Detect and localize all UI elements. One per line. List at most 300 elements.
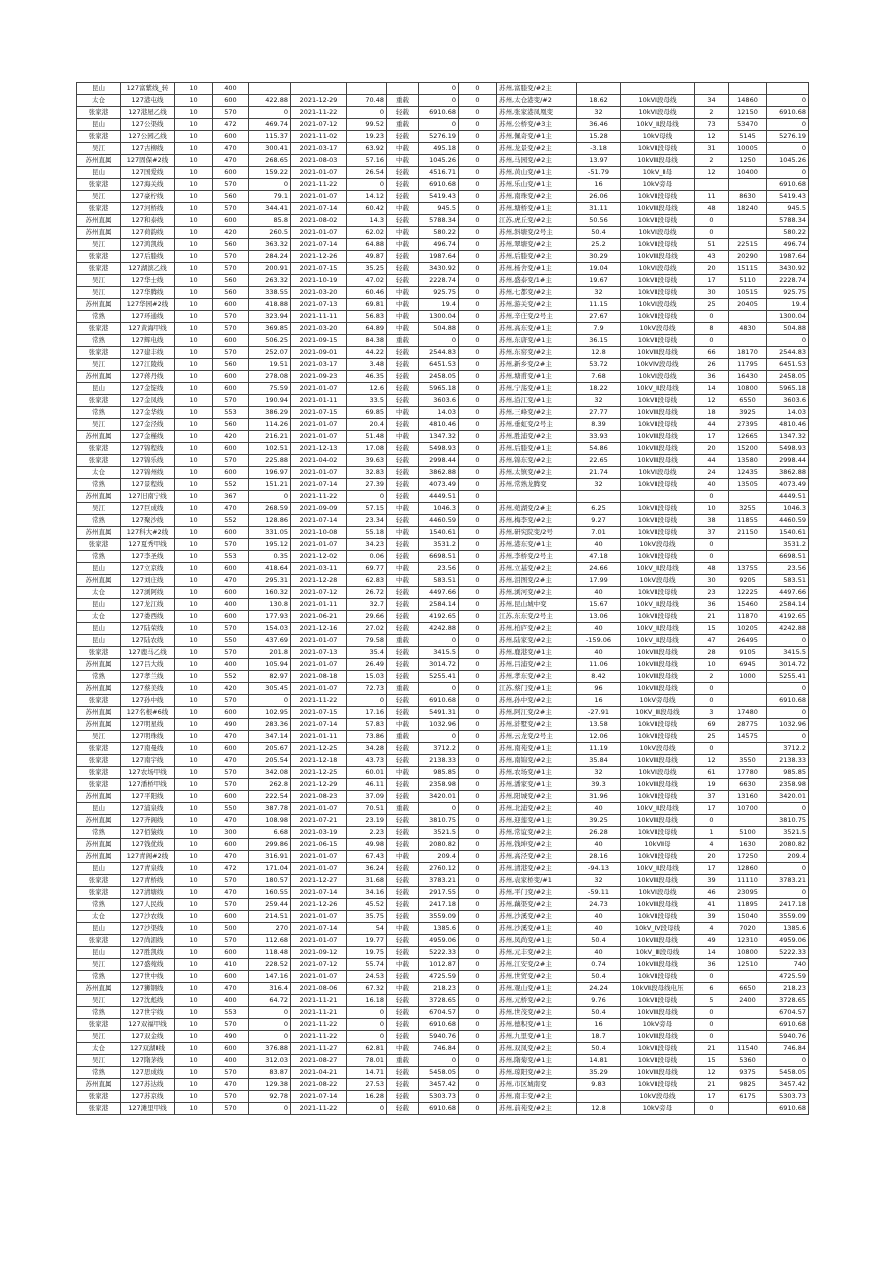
cell-feeder-name: 127公渠线 [121, 119, 175, 131]
cell-load-rate: 57.16 [347, 155, 387, 167]
cell-users: 47 [695, 635, 729, 647]
cell-transformer-margin: 40 [577, 911, 621, 923]
cell-available-capacity: 4959.06 [767, 935, 809, 947]
table-row [77, 467, 809, 479]
cell-busbar: 10kVⅡ段母线电压 [621, 983, 695, 995]
cell-current-load: 300.41 [249, 143, 291, 155]
table-row [77, 983, 809, 995]
cell-capacity-kva: 23095 [729, 887, 767, 899]
cell-rated-current: 400 [213, 995, 249, 1007]
cell-load-status: 轻载 [387, 1067, 419, 1079]
table-row [77, 599, 809, 611]
cell-users: 14 [695, 383, 729, 395]
cell-load-status: 中载 [387, 431, 419, 443]
table-row [77, 407, 809, 419]
cell-load-rate: 62.02 [347, 227, 387, 239]
cell-load-status: 轻载 [387, 179, 419, 191]
cell-users: 21 [695, 611, 729, 623]
cell-substation: 苏州,研究院变/2号 [497, 527, 577, 539]
cell-region: 吴江 [77, 287, 121, 299]
cell-peak-date: 2021-11-22 [291, 1103, 347, 1115]
cell-substation: 苏州,菀湖变/2#主 [497, 503, 577, 515]
cell-region: 常熟 [77, 311, 121, 323]
cell-voltage-kv: 10 [175, 779, 213, 791]
cell-busbar: 10kVⅡ段母线 [621, 1043, 695, 1055]
cell-capacity-kva: 53470 [729, 119, 767, 131]
cell-remaining-capacity: 945.5 [419, 203, 459, 215]
cell-current-load: 82.97 [249, 671, 291, 683]
cell-col-10: 0 [459, 683, 497, 695]
cell-peak-date: 2021-01-07 [291, 971, 347, 983]
cell-remaining-capacity: 0 [419, 803, 459, 815]
cell-busbar: 10kVⅢ段母线 [621, 251, 695, 263]
cell-transformer-margin: 50.4 [577, 227, 621, 239]
cell-available-capacity: 583.51 [767, 575, 809, 587]
cell-peak-date: 2021-03-20 [291, 323, 347, 335]
cell-region: 苏州直属 [77, 491, 121, 503]
cell-current-load: 112.68 [249, 935, 291, 947]
cell-busbar: 10kV旁母线 [621, 695, 695, 707]
cell-col-10: 0 [459, 863, 497, 875]
cell-col-10: 0 [459, 923, 497, 935]
cell-rated-current: 600 [213, 215, 249, 227]
cell-transformer-margin: 9.27 [577, 515, 621, 527]
cell-feeder-name: 127浦泉线 [121, 803, 175, 815]
cell-substation: 苏州,昆山城中变 [497, 599, 577, 611]
cell-substation: 苏州,杨舍变/#1主 [497, 263, 577, 275]
cell-load-status: 轻载 [387, 815, 419, 827]
cell-load-status: 轻载 [387, 491, 419, 503]
cell-capacity-kva: 15460 [729, 599, 767, 611]
cell-load-status: 中载 [387, 923, 419, 935]
cell-region: 常熟 [77, 971, 121, 983]
cell-current-load: 214.51 [249, 911, 291, 923]
cell-load-status: 中载 [387, 527, 419, 539]
cell-transformer-margin: -51.79 [577, 167, 621, 179]
cell-region: 张家港 [77, 887, 121, 899]
cell-users: 0 [695, 491, 729, 503]
cell-users: 0 [695, 335, 729, 347]
table-row [77, 299, 809, 311]
cell-voltage-kv: 10 [175, 239, 213, 251]
cell-busbar: 10kVⅢ段母线 [621, 443, 695, 455]
cell-current-load: 105.94 [249, 659, 291, 671]
cell-capacity-kva: 6650 [729, 983, 767, 995]
cell-load-rate: 24.53 [347, 971, 387, 983]
cell-transformer-margin: -27.91 [577, 707, 621, 719]
cell-load-status: 中载 [387, 959, 419, 971]
cell-available-capacity: 3430.92 [767, 263, 809, 275]
cell-substation: 苏州,太镇变/#2主 [497, 467, 577, 479]
table-row [77, 479, 809, 491]
cell-load-status: 中载 [387, 719, 419, 731]
cell-rated-current: 600 [213, 611, 249, 623]
cell-current-load: 128.86 [249, 515, 291, 527]
cell-load-status: 轻载 [387, 275, 419, 287]
cell-voltage-kv: 10 [175, 815, 213, 827]
cell-users: 19 [695, 779, 729, 791]
cell-load-rate: 0 [347, 491, 387, 503]
cell-voltage-kv: 10 [175, 863, 213, 875]
cell-substation: 苏州,东窑变/#2主 [497, 347, 577, 359]
cell-users: 12 [695, 131, 729, 143]
cell-transformer-margin: 19.04 [577, 263, 621, 275]
cell-rated-current: 400 [213, 1055, 249, 1067]
cell-substation: 苏州,元桥变/#2主 [497, 995, 577, 1007]
cell-col-10: 0 [459, 287, 497, 299]
cell-region: 张家港 [77, 743, 121, 755]
cell-transformer-margin: 40 [577, 647, 621, 659]
cell-substation: 苏州,隋菊变/#1主 [497, 1055, 577, 1067]
cell-capacity-kva: 11855 [729, 515, 767, 527]
cell-available-capacity: 5965.18 [767, 383, 809, 395]
cell-transformer-margin: 7.01 [577, 527, 621, 539]
table-row [77, 359, 809, 371]
cell-peak-date: 2021-09-15 [291, 335, 347, 347]
table-row [77, 719, 809, 731]
cell-feeder-name: 127建丰线 [121, 347, 175, 359]
cell-load-rate: 15.03 [347, 671, 387, 683]
cell-rated-current: 470 [213, 1079, 249, 1091]
cell-feeder-name: 127沙农线 [121, 911, 175, 923]
cell-rated-current: 570 [213, 107, 249, 119]
cell-region: 张家港 [77, 767, 121, 779]
cell-peak-date: 2021-01-07 [291, 539, 347, 551]
cell-peak-date: 2021-07-14 [291, 239, 347, 251]
cell-capacity-kva: 11795 [729, 359, 767, 371]
cell-region: 吴江 [77, 275, 121, 287]
cell-load-status: 轻载 [387, 671, 419, 683]
cell-transformer-margin: 24.66 [577, 563, 621, 575]
cell-peak-date: 2021-01-11 [291, 395, 347, 407]
cell-users: 17 [695, 863, 729, 875]
cell-current-load: 159.22 [249, 167, 291, 179]
cell-remaining-capacity: 4959.06 [419, 935, 459, 947]
cell-voltage-kv: 10 [175, 707, 213, 719]
cell-load-rate: 62.81 [347, 1043, 387, 1055]
cell-busbar: 10kVⅡ段母线 [621, 851, 695, 863]
table-row [77, 1067, 809, 1079]
cell-peak-date: 2021-11-02 [291, 131, 347, 143]
cell-peak-date: 2021-07-14 [291, 887, 347, 899]
table-row [77, 107, 809, 119]
cell-users: 15 [695, 623, 729, 635]
cell-feeder-name: 127明珠线 [121, 731, 175, 743]
cell-load-status: 轻载 [387, 755, 419, 767]
cell-voltage-kv: 10 [175, 1103, 213, 1115]
cell-region: 昆山 [77, 167, 121, 179]
cell-users: 48 [695, 563, 729, 575]
cell-voltage-kv: 10 [175, 1055, 213, 1067]
cell-load-rate: 3.48 [347, 359, 387, 371]
cell-feeder-name: 127沈彪线 [121, 995, 175, 1007]
cell-col-10: 0 [459, 983, 497, 995]
cell-capacity-kva: 3255 [729, 503, 767, 515]
cell-available-capacity: 5255.41 [767, 671, 809, 683]
table-row [77, 575, 809, 587]
cell-feeder-name: 127名根#6线 [121, 707, 175, 719]
cell-busbar: 10kVⅠ段母线 [621, 887, 695, 899]
cell-load-status: 中载 [387, 203, 419, 215]
cell-load-rate: 27.39 [347, 479, 387, 491]
cell-load-status: 中载 [387, 983, 419, 995]
cell-load-status: 轻载 [387, 131, 419, 143]
cell-users: 25 [695, 731, 729, 743]
cell-transformer-margin: 12.8 [577, 1103, 621, 1115]
cell-capacity-kva [729, 551, 767, 563]
cell-available-capacity: 2998.44 [767, 455, 809, 467]
cell-col-10: 0 [459, 359, 497, 371]
cell-substation: 江苏,蔡门变/#1主 [497, 683, 577, 695]
cell-busbar: 10kVⅢ段母线 [621, 875, 695, 887]
cell-remaining-capacity: 0 [419, 683, 459, 695]
cell-rated-current: 570 [213, 1103, 249, 1115]
cell-remaining-capacity: 6451.53 [419, 359, 459, 371]
cell-peak-date: 2021-10-19 [291, 275, 347, 287]
cell-busbar: 10kVⅡ段母线 [621, 611, 695, 623]
cell-feeder-name: 127立京线 [121, 563, 175, 575]
cell-load-rate: 57.83 [347, 719, 387, 731]
cell-region: 张家港 [77, 1103, 121, 1115]
cell-voltage-kv: 10 [175, 803, 213, 815]
cell-load-status: 轻载 [387, 659, 419, 671]
cell-busbar: 10kVⅡ段母线 [621, 719, 695, 731]
table-row [77, 647, 809, 659]
cell-feeder-name: 127青阁#2线 [121, 851, 175, 863]
cell-transformer-margin: 13.58 [577, 719, 621, 731]
cell-load-status: 轻载 [387, 215, 419, 227]
cell-col-10: 0 [459, 743, 497, 755]
cell-feeder-name: 127夏秀甲线 [121, 539, 175, 551]
cell-transformer-margin: 18.22 [577, 383, 621, 395]
cell-capacity-kva: 15115 [729, 263, 767, 275]
cell-capacity-kva [729, 743, 767, 755]
cell-substation: 苏州,翠塘变/#2主 [497, 239, 577, 251]
cell-users: 20 [695, 851, 729, 863]
cell-capacity-kva: 21150 [729, 527, 767, 539]
cell-region: 昆山 [77, 803, 121, 815]
table-row [77, 1031, 809, 1043]
cell-rated-current: 552 [213, 515, 249, 527]
cell-peak-date: 2021-12-02 [291, 551, 347, 563]
cell-available-capacity: 0 [767, 683, 809, 695]
table-row [77, 455, 809, 467]
cell-col-10: 0 [459, 707, 497, 719]
cell-region: 吴江 [77, 419, 121, 431]
cell-substation: 苏州,港东变/#1主 [497, 539, 577, 551]
cell-transformer-margin: 96 [577, 683, 621, 695]
cell-remaining-capacity: 23.56 [419, 563, 459, 575]
cell-transformer-margin: 21.74 [577, 467, 621, 479]
cell-feeder-name: 127景程线 [121, 479, 175, 491]
cell-feeder-name: 127湖滨乙线 [121, 263, 175, 275]
cell-load-rate: 37.09 [347, 791, 387, 803]
cell-capacity-kva: 18240 [729, 203, 767, 215]
cell-capacity-kva: 1000 [729, 671, 767, 683]
cell-busbar: 10kVⅠ段母线 [621, 467, 695, 479]
cell-substation: 苏州,南苑变/#1主 [497, 743, 577, 755]
cell-peak-date: 2021-01-07 [291, 803, 347, 815]
cell-feeder-name: 127古柳线 [121, 143, 175, 155]
cell-col-10: 0 [459, 443, 497, 455]
cell-col-10: 0 [459, 491, 497, 503]
cell-peak-date: 2021-01-07 [291, 851, 347, 863]
cell-capacity-kva: 3550 [729, 755, 767, 767]
cell-col-10: 0 [459, 815, 497, 827]
cell-voltage-kv: 10 [175, 1091, 213, 1103]
cell-transformer-margin: 14.81 [577, 1055, 621, 1067]
cell-remaining-capacity: 580.22 [419, 227, 459, 239]
cell-peak-date: 2021-09-09 [291, 503, 347, 515]
cell-region: 苏州直属 [77, 527, 121, 539]
cell-substation: 苏州,辛庄变/2号主 [497, 311, 577, 323]
cell-voltage-kv: 10 [175, 335, 213, 347]
cell-region: 昆山 [77, 863, 121, 875]
cell-busbar: 10kVⅠ段母线 [621, 371, 695, 383]
cell-feeder-name: 127锦乐线 [121, 455, 175, 467]
cell-load-rate: 27.02 [347, 623, 387, 635]
cell-col-10: 0 [459, 143, 497, 155]
cell-users: 4 [695, 839, 729, 851]
cell-transformer-margin: 27.67 [577, 311, 621, 323]
cell-current-load: 259.44 [249, 899, 291, 911]
cell-current-load: 376.88 [249, 1043, 291, 1055]
cell-remaining-capacity: 218.23 [419, 983, 459, 995]
cell-current-load: 268.65 [249, 155, 291, 167]
cell-region: 张家港 [77, 323, 121, 335]
cell-region: 昆山 [77, 83, 121, 95]
cell-feeder-name: 127清塘线 [121, 887, 175, 899]
cell-current-load: 0 [249, 107, 291, 119]
cell-users: 48 [695, 203, 729, 215]
cell-transformer-margin: 25.2 [577, 239, 621, 251]
cell-region: 张家港 [77, 455, 121, 467]
cell-voltage-kv: 10 [175, 755, 213, 767]
cell-remaining-capacity: 2998.44 [419, 455, 459, 467]
cell-busbar: 10kV段母线 [621, 323, 695, 335]
cell-current-load: 83.87 [249, 1067, 291, 1079]
cell-voltage-kv: 10 [175, 527, 213, 539]
cell-busbar: 10kVⅡ段母线 [621, 191, 695, 203]
cell-peak-date: 2021-09-01 [291, 347, 347, 359]
cell-available-capacity: 5276.19 [767, 131, 809, 143]
cell-col-10: 0 [459, 887, 497, 899]
cell-rated-current: 470 [213, 851, 249, 863]
cell-load-rate: 31.68 [347, 875, 387, 887]
cell-col-10: 0 [459, 299, 497, 311]
cell-available-capacity: 6910.68 [767, 1103, 809, 1115]
cell-col-10: 0 [459, 551, 497, 563]
cell-transformer-margin: 13.06 [577, 611, 621, 623]
table-row [77, 155, 809, 167]
cell-region: 张家港 [77, 179, 121, 191]
cell-remaining-capacity: 5458.05 [419, 1067, 459, 1079]
cell-rated-current: 570 [213, 395, 249, 407]
cell-remaining-capacity: 6698.51 [419, 551, 459, 563]
cell-voltage-kv: 10 [175, 683, 213, 695]
cell-feeder-name: 127齐阁线 [121, 815, 175, 827]
cell-available-capacity: 3559.09 [767, 911, 809, 923]
cell-voltage-kv: 10 [175, 923, 213, 935]
cell-current-load: 108.98 [249, 815, 291, 827]
cell-rated-current: 560 [213, 191, 249, 203]
cell-current-load: 196.97 [249, 467, 291, 479]
cell-peak-date: 2021-12-29 [291, 95, 347, 107]
cell-load-status: 轻载 [387, 107, 419, 119]
cell-col-10: 0 [459, 407, 497, 419]
cell-current-load: 263.32 [249, 275, 291, 287]
cell-load-status: 轻载 [387, 899, 419, 911]
cell-transformer-margin [577, 83, 621, 95]
cell-remaining-capacity: 5965.18 [419, 383, 459, 395]
cell-transformer-margin: 15.67 [577, 599, 621, 611]
table-body [77, 83, 809, 1115]
cell-current-load: 312.03 [249, 1055, 291, 1067]
cell-capacity-kva [729, 1007, 767, 1019]
cell-voltage-kv: 10 [175, 347, 213, 359]
cell-current-load: 369.85 [249, 323, 291, 335]
cell-busbar: 10kVⅠ段母线 [621, 299, 695, 311]
cell-current-load: 0 [249, 1019, 291, 1031]
cell-feeder-name: 127和泰线 [121, 215, 175, 227]
cell-available-capacity: 0 [767, 635, 809, 647]
cell-col-10: 0 [459, 947, 497, 959]
cell-substation: 苏州,世贸变/#2主 [497, 971, 577, 983]
cell-peak-date: 2021-07-14 [291, 719, 347, 731]
cell-load-rate: 57.15 [347, 503, 387, 515]
cell-transformer-margin: 11.15 [577, 299, 621, 311]
cell-load-rate [347, 83, 387, 95]
cell-busbar: 10kVⅠ段母线 [621, 227, 695, 239]
cell-region: 常熟 [77, 671, 121, 683]
cell-busbar: 10kVⅢ段母线 [621, 959, 695, 971]
cell-voltage-kv: 10 [175, 479, 213, 491]
cell-substation: 苏州,九里变/#1主 [497, 1031, 577, 1043]
cell-rated-current: 570 [213, 179, 249, 191]
cell-load-rate: 0 [347, 1019, 387, 1031]
cell-col-10: 0 [459, 935, 497, 947]
cell-transformer-margin: 8.42 [577, 671, 621, 683]
cell-load-status: 轻载 [387, 611, 419, 623]
cell-load-rate: 84.38 [347, 335, 387, 347]
cell-peak-date: 2021-01-07 [291, 683, 347, 695]
cell-col-10: 0 [459, 155, 497, 167]
cell-load-status: 轻载 [387, 383, 419, 395]
cell-available-capacity [767, 83, 809, 95]
cell-rated-current: 570 [213, 767, 249, 779]
cell-transformer-margin: 32 [577, 287, 621, 299]
cell-peak-date: 2021-07-14 [291, 1091, 347, 1103]
cell-busbar: 10kVⅢ段母线 [621, 455, 695, 467]
cell-remaining-capacity: 0 [419, 635, 459, 647]
cell-remaining-capacity: 19.4 [419, 299, 459, 311]
cell-peak-date: 2021-03-17 [291, 143, 347, 155]
cell-feeder-name: 127明星线 [121, 719, 175, 731]
cell-feeder-name: 127沙渠线 [121, 923, 175, 935]
cell-available-capacity: 2584.14 [767, 599, 809, 611]
cell-load-rate: 79.58 [347, 635, 387, 647]
table-row [77, 1103, 809, 1115]
cell-capacity-kva: 13755 [729, 563, 767, 575]
cell-rated-current: 560 [213, 359, 249, 371]
cell-current-load: 160.55 [249, 887, 291, 899]
cell-available-capacity: 1987.64 [767, 251, 809, 263]
cell-load-status: 轻载 [387, 911, 419, 923]
cell-available-capacity: 209.4 [767, 851, 809, 863]
cell-voltage-kv: 10 [175, 551, 213, 563]
cell-substation: 苏州,梅李变/#2主 [497, 515, 577, 527]
cell-users: 10 [695, 659, 729, 671]
